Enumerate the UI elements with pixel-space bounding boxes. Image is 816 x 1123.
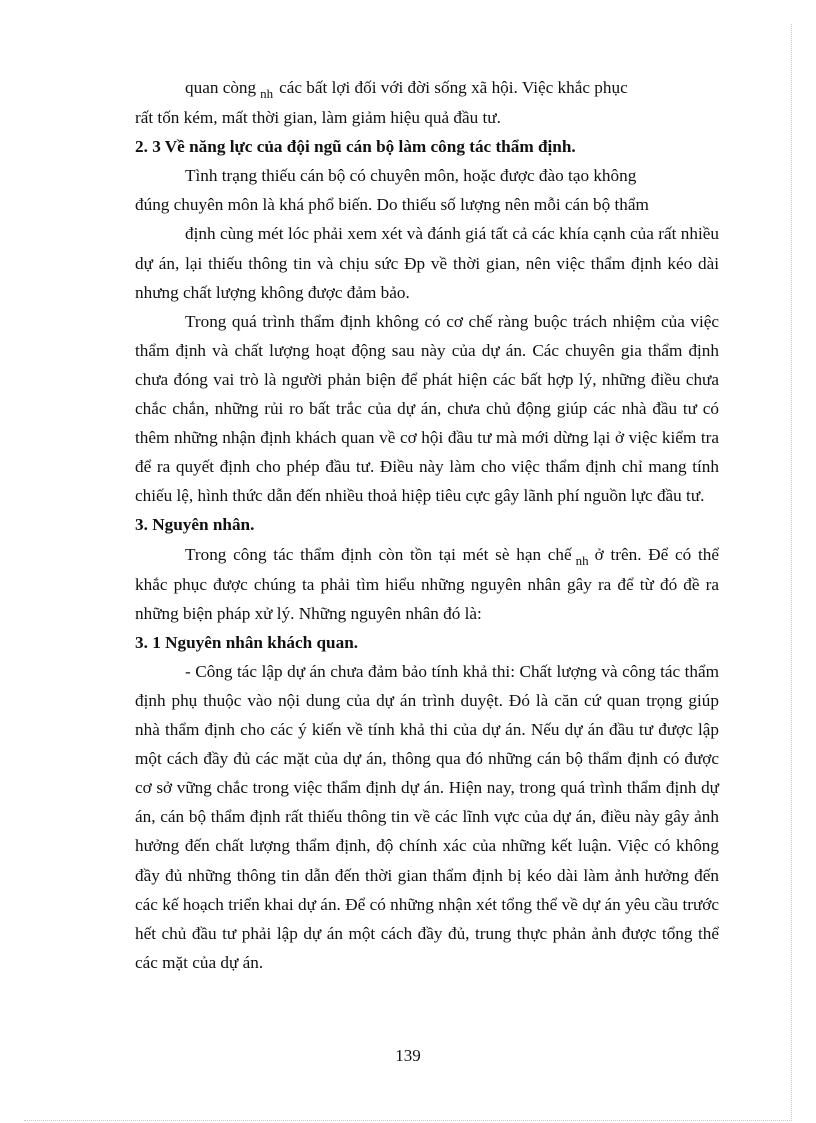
paragraph-2-line-1: Tình trạng thiếu cán bộ có chuyên môn, hoặc được đào tạo không: [185, 166, 637, 186]
paragraph-1-text-a: quan còng: [185, 78, 257, 97]
paragraph-4-text-b: ở trên. Để có thể khắc phục được chúng ta phải tìm hiểu những nguyên nhân gây ra để từ đó đề ra những biện pháp xử lý. Những nguyên nhân đó là:: [135, 544, 719, 623]
heading-3: 3. Nguyên nhân.: [135, 515, 255, 535]
heading-3-1: 3. 1 Nguyên nhân khách quan.: [135, 632, 359, 652]
paragraph-5: - Công tác lập dự án chưa đảm bảo tính khả thi: Chất lượng và công tác thẩm định phụ thuộc vào nội dung của dự án trình duyệt. Đó là căn cứ quan trọng giúp nhà thẩm định cho các ý kiến về tính khả thi của dự án. Nếu dự án đầu tư được lập một cách đầy đủ các mặt của dự án, thông qua đó những cán bộ thẩm định có được cơ sở vững chắc trong việc thẩm định dự án. Hiện nay, trong quá trình thẩm định dự án, cán bộ thẩm định rất thiếu thông tin về các lĩnh vực của dự án, điều này gây ảnh hưởng đến chất lượng thẩm định, độ chính xác của những kết luận. Việc có không đầy đủ những thông tin dẫn đến thời gian thẩm định bị kéo dài làm ảnh hưởng đến các kế hoạch triển khai dự án. Để có những nhận xét tổng thể về dự án yêu cầu trước hết chủ đầu tư phải lập dự án một cách đầy đủ, trung thực phản ảnh được tổng thể các mặt của dự án.: [135, 661, 719, 972]
paragraph-1: [135, 73, 719, 103]
heading-2-3: 2. 3 Về năng lực của đội ngũ cán bộ làm công tác thẩm định.: [135, 137, 576, 157]
paragraph-4-text-a: Trong công tác thẩm định còn tồn tại mét sè hạn chế: [185, 544, 572, 564]
paragraph-1-text-b: các bất lợi đối với đời sống xã hội. Việc khắc phục: [279, 78, 628, 97]
paragraph-3: Trong quá trình thẩm định không có cơ chế ràng buộc trách nhiệm của việc thẩm định và chất lượng hoạt động sau này của dự án. Các chuyên gia thẩm định chưa đóng vai trò là người phản biện để phát hiện các bất hợp lý, những điều chưa chắc chắn, những rủi ro bất trắc của dự án, chưa chủ động giúp các nhà đầu tư có thêm những nhận định khách quan về cơ hội đầu tư mà mới dừng lại ở việc kiểm tra để ra quyết định cho phép đầu tư. Điều này làm cho việc thẩm định chỉ mang tính chiếu lệ, hình thức dẫn đến nhiều thoả hiệp tiêu cực gây lãnh phí nguồn lực đầu tư.: [135, 311, 719, 506]
paragraph-1-cont: rất tốn kém, mất thời gian, làm giảm hiệu quả đầu tư.: [135, 108, 501, 128]
paragraph-4: [135, 540, 719, 628]
subscript-fragment-2: nh: [575, 552, 589, 568]
page-number: 139: [395, 1046, 421, 1065]
subscript-fragment: nh: [260, 86, 274, 101]
paragraph-2-line-2: đúng chuyên môn là khá phổ biến. Do thiếu số lượng nên mỗi cán bộ thẩm: [135, 195, 649, 215]
paragraph-2-cont: định cùng mét lóc phải xem xét và đánh giá tất cả các khía cạnh của rất nhiều dự án, lại thiếu thông tin và chịu sức Ðp về thời gian, nên việc thẩm định kéo dài nhưng chất lượng không được đảm bảo.: [135, 224, 719, 302]
document-body: [135, 73, 719, 977]
